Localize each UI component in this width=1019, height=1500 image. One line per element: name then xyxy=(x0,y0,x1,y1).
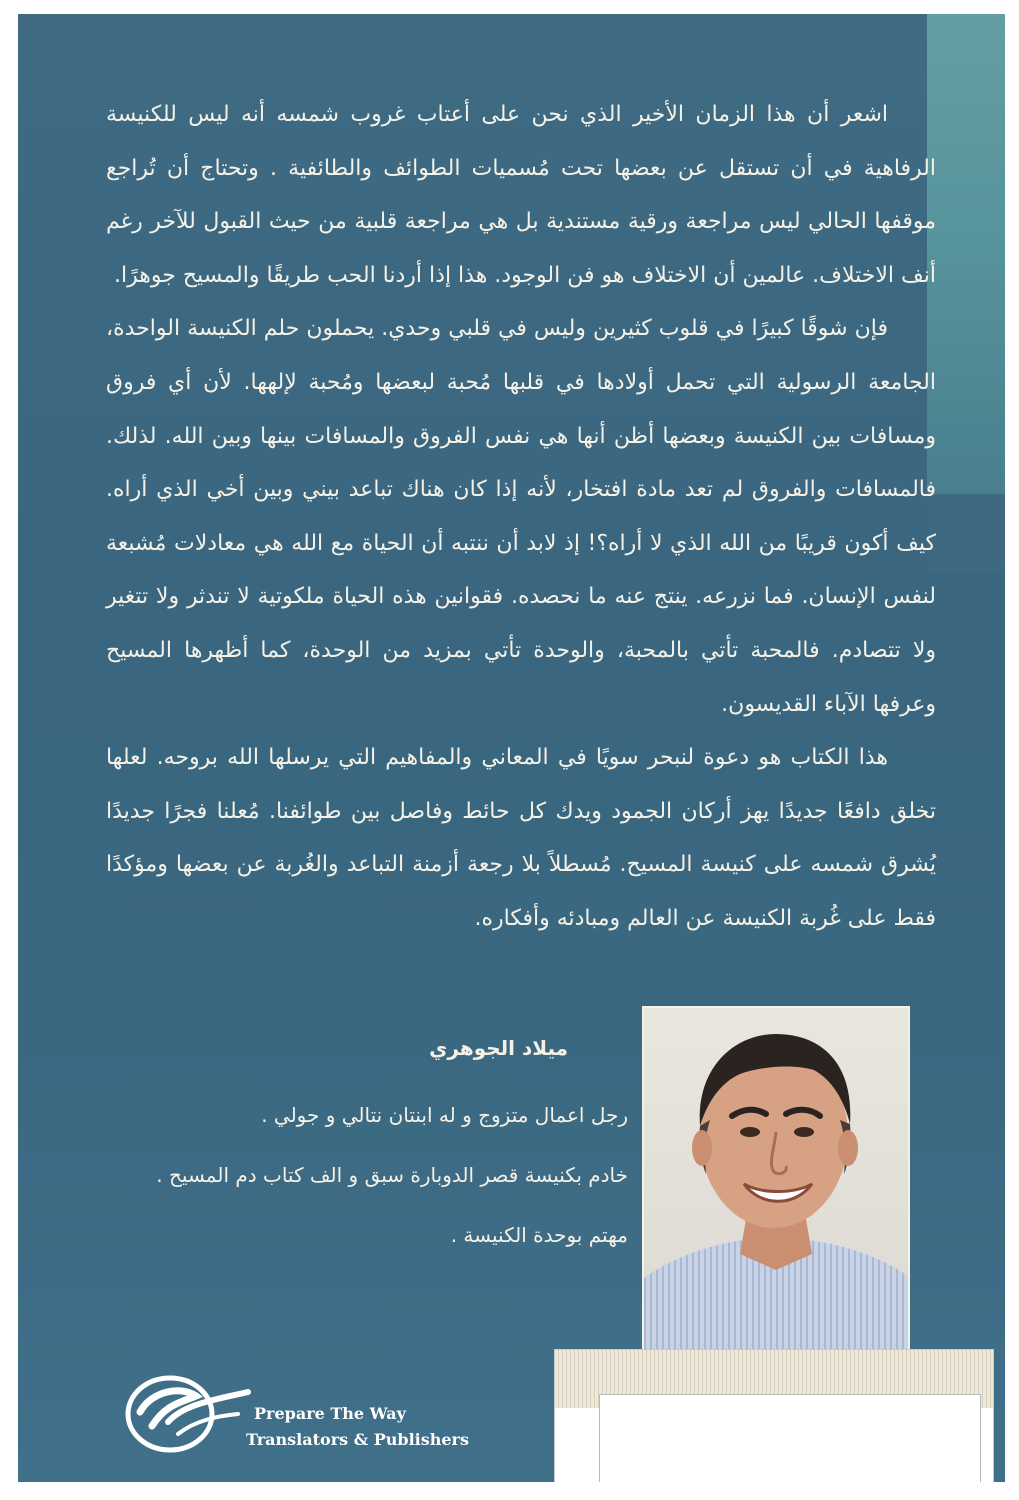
ptw-logo-icon xyxy=(122,1360,252,1460)
author-bio xyxy=(118,1024,628,1254)
decorative-teal-strip xyxy=(927,14,1005,544)
back-cover xyxy=(18,14,1005,1482)
author-bio-line: رجل اعمال متزوج و له ابنتان نتالي و جولي . xyxy=(261,1103,628,1127)
blurb-paragraph-3: هذا الكتاب هو دعوة لنبحر سويًا في المعاني والمفاهيم التي يرسلها الله بروحه. لعلها تخلق دافعًا جديدًا يهز أركان الجمود ويدك كل حائط وفاصل بين طوائفنا. مُعلنا فجرًا جديدًا يُشرق شمسه على كنيسة المسيح. مُسطلاً بلا رجعة أزمنة التباعد والغُربة عن بعضها ومؤكدًا فقط على غُربة الكنيسة عن العالم ومبادئه وأفكاره. xyxy=(106,745,936,931)
blurb-paragraph-1: اشعر أن هذا الزمان الأخير الذي نحن على أعتاب غروب شمسه أنه ليس للكنيسة الرفاهية في أن تستقل عن بعضها تحت مُسميات الطوائف والطائفية . وتحتاج أن تُراجع موقفها الحالي ليس مراجعة ورقية مستندية بل هي مراجعة قلبية من حيث القبول للآخر رغم أنف الاختلاف. عالمين أن الاختلاف هو فن الوجود. هذا إذا أردنا الحب طريقًا والمسيح جوهرًا. xyxy=(106,102,936,288)
author-bio-line: خادم بكنيسة قصر الدوبارة سبق و الف كتاب دم المسيح . xyxy=(156,1163,628,1187)
author-bio-line: مهتم بوحدة الكنيسة . xyxy=(450,1223,628,1247)
publisher-block xyxy=(122,1360,472,1470)
blurb-paragraph-2: فإن شوقًا كبيرًا في قلوب كثيرين وليس في قلبي وحدي. يحملون حلم الكنيسة الواحدة، الجامعة الرسولية التي تحمل أولادها في قلبها مُحبة لبعضها ومُحبة لإلهها. لأن أي فروق ومسافات بين الكنيسة وبعضها أظن أنها هي نفس الفروق والمسافات بينها وبين الله. لذلك. فالمسافات والفروق لم تعد مادة افتخار، لأنه إذا كان هناك تباعد بيني وبين أخي الذي أراه. كيف أكون قريبًا من الله الذي لا أراه؟! إذ لابد أن ننتبه أن الحياة مع الله هي معادلات مُشبعة لنفس الإنسان. فما نزرعه. ينتج عنه ما نحصده. فقوانين هذه الحياة ملكوتية لا تندثر ولا تتغير ولا تتصادم. فالمحبة تأتي بالمحبة، والوحدة تأتي بمزيد من الوحدة، كما أظهرها المسيح وعرفها الآباء القديسون. xyxy=(106,316,936,717)
publisher-name-line2: Translators & Publishers xyxy=(246,1430,469,1449)
barcode-sticker xyxy=(554,1349,994,1482)
publisher-name-line1: Prepare The Way xyxy=(254,1404,406,1423)
author-name: ميلاد الجوهري xyxy=(429,1036,568,1060)
author-portrait-image xyxy=(642,1006,910,1368)
barcode-label xyxy=(599,1394,981,1482)
blurb-text xyxy=(106,88,936,946)
